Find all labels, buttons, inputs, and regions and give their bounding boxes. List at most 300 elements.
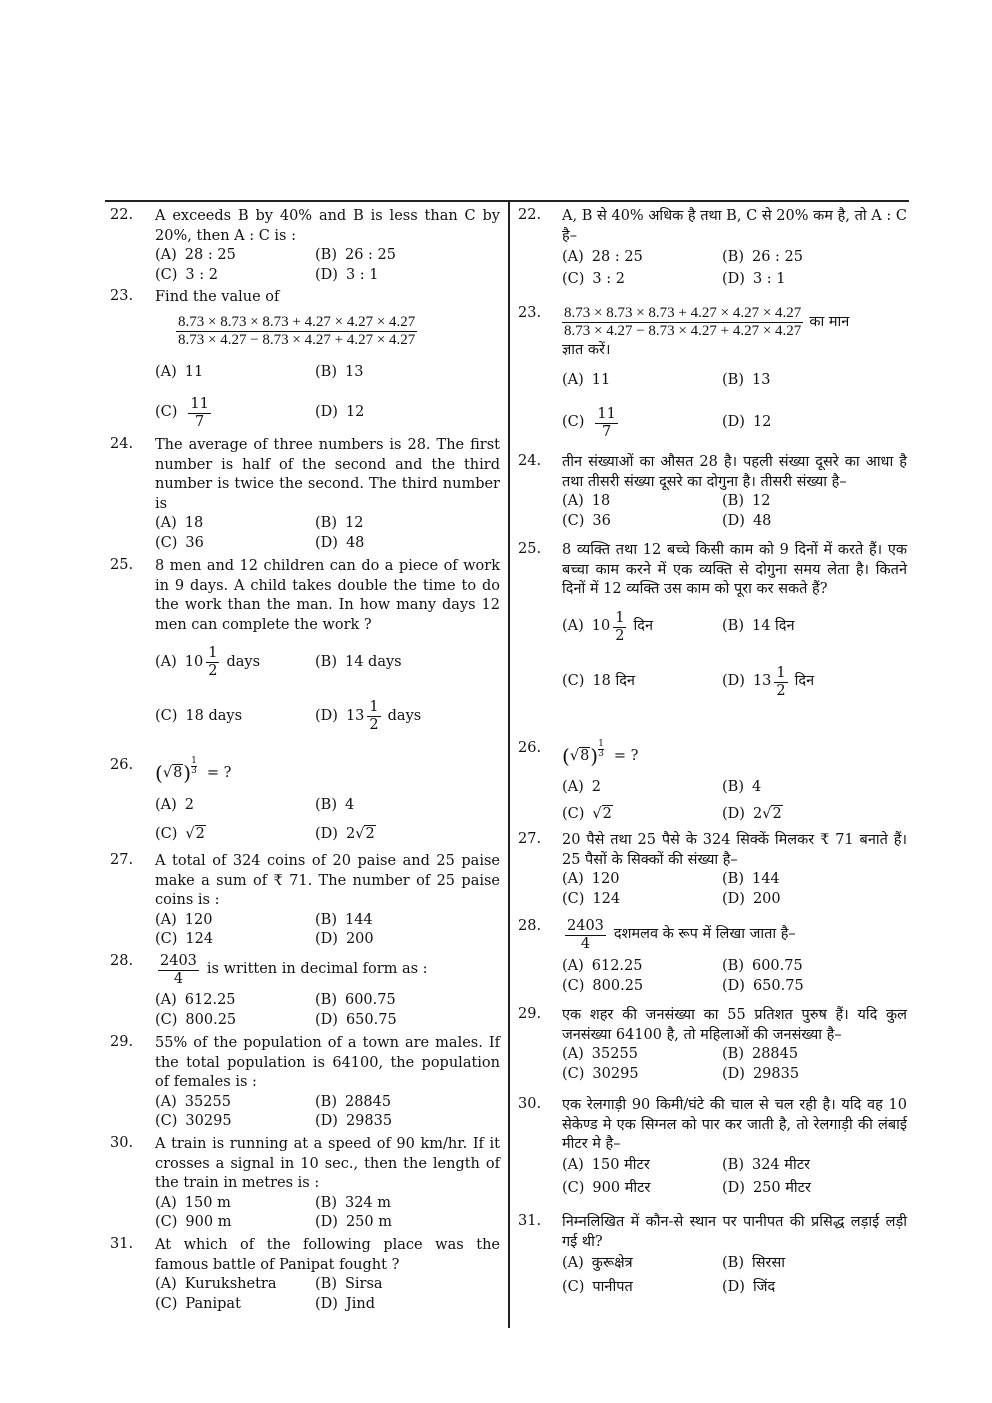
option-c[interactable] (155, 930, 315, 950)
open-paren: ( (562, 744, 570, 769)
option-value: 11 (184, 364, 204, 381)
option-value: 3 : 1 (345, 266, 379, 283)
fraction-numerator: 2403 (160, 953, 197, 969)
option-value: 3 : 2 (185, 266, 218, 283)
option-label: (B) (722, 1046, 744, 1063)
option-value: 30295 (592, 1066, 639, 1083)
option-c[interactable] (562, 801, 722, 828)
fraction-denominator: 2 (208, 662, 218, 679)
option-a[interactable] (155, 911, 315, 931)
radical-sign-icon: √ (762, 805, 772, 822)
option-label: (B) (315, 992, 337, 1009)
option-b[interactable] (722, 360, 907, 402)
option-c[interactable] (562, 269, 722, 292)
option-label: (D) (722, 1279, 745, 1296)
option-label: (B) (315, 247, 337, 264)
option-d[interactable] (315, 930, 500, 950)
question-body (562, 305, 907, 444)
option-d[interactable] (315, 1112, 500, 1132)
question-number: 24. (110, 436, 134, 452)
option-b[interactable] (315, 1093, 500, 1113)
option-value: 150 m (184, 1194, 231, 1211)
question-stem (155, 207, 500, 246)
option-value: 2 (591, 778, 602, 795)
option-d[interactable] (315, 689, 500, 743)
option-label: (C) (155, 404, 178, 421)
question-stem (155, 1034, 500, 1093)
fraction-numerator: 2403 (567, 918, 604, 934)
option-label: (D) (315, 404, 338, 421)
fraction-numerator: 1 (369, 699, 379, 716)
option-c[interactable] (562, 512, 722, 532)
expression-row (562, 305, 907, 341)
option-label: (D) (315, 825, 338, 842)
option-label: (D) (722, 414, 745, 431)
option-c[interactable] (562, 976, 722, 996)
option-value: 48 (752, 512, 772, 529)
option-label: (B) (315, 796, 337, 813)
option-label: (B) (722, 372, 744, 389)
option-value: 650.75 (752, 977, 804, 994)
option-d[interactable] (722, 269, 907, 292)
option-value: 36 (592, 512, 611, 529)
options-grid (562, 246, 907, 291)
option-label: (B) (722, 778, 744, 795)
fraction-numerator: 1 (615, 610, 625, 627)
fraction-denominator: 7 (602, 423, 612, 440)
fraction-numerator: 8.73 × 8.73 × 8.73 + 4.27 × 4.27 × 4.27 (176, 314, 417, 332)
exponent-numerator: 1 (598, 739, 604, 749)
option-value: 29835 (752, 1066, 800, 1083)
radical-sign-icon: √ (569, 748, 580, 765)
option-d[interactable] (315, 534, 500, 554)
option-label: (A) (155, 992, 177, 1009)
option-label: (B) (315, 515, 337, 532)
option-label: (B) (315, 1194, 337, 1211)
option-d[interactable] (722, 402, 907, 444)
question-stem (562, 1096, 907, 1155)
option-a[interactable] (562, 870, 722, 890)
fraction-stem (155, 953, 500, 987)
option-c[interactable] (155, 1112, 315, 1132)
option-b[interactable] (722, 1155, 907, 1178)
fraction-denominator: 2 (369, 716, 379, 733)
option-a[interactable] (562, 1252, 722, 1276)
option-c[interactable] (155, 689, 315, 743)
option-label: (C) (155, 931, 178, 948)
option-value: 120 (591, 871, 620, 888)
question-body (562, 541, 907, 710)
option-c[interactable] (155, 820, 315, 849)
sqrt-coefficient: 2 (345, 825, 356, 842)
square-root (762, 805, 782, 825)
top-rule (105, 200, 909, 202)
option-label: (C) (155, 266, 178, 283)
option-label: (D) (315, 1011, 338, 1028)
option-d[interactable] (722, 1178, 907, 1201)
question-number: 31. (518, 1213, 542, 1229)
option-label: (A) (155, 364, 177, 381)
option-label: (C) (562, 673, 585, 690)
option-b[interactable] (722, 956, 907, 976)
option-fraction (367, 699, 380, 733)
options-grid (155, 514, 500, 553)
option-c[interactable] (562, 655, 722, 710)
option-b[interactable] (315, 1275, 500, 1295)
expression-tail: = ? (613, 748, 639, 765)
option-c[interactable] (155, 266, 315, 286)
open-paren: ( (155, 761, 163, 786)
option-a[interactable] (562, 360, 722, 402)
option-value: 900 मीटर (592, 1180, 651, 1197)
option-value: 35255 (184, 1093, 231, 1110)
option-label: (A) (562, 1046, 584, 1063)
expression-tail: का मान (809, 313, 850, 330)
stem-text: Find the value of (155, 289, 280, 305)
option-value: 18 (591, 493, 611, 510)
option-value: 4 (344, 796, 355, 813)
question-stem (155, 557, 500, 635)
option-b[interactable] (722, 774, 907, 801)
option-d[interactable] (315, 1213, 500, 1233)
stem-tail: दशमलव के रूप में लिखा जाता है– (613, 926, 796, 943)
fraction-denominator: 7 (195, 413, 205, 430)
option-label: (D) (722, 1066, 745, 1083)
option-label: (C) (155, 825, 178, 842)
radicand: 2 (195, 825, 205, 842)
option-d[interactable] (315, 820, 500, 849)
question-body (155, 207, 500, 285)
option-b[interactable] (315, 791, 500, 820)
option-a[interactable] (155, 635, 315, 689)
option-label: (A) (562, 778, 584, 795)
option-a[interactable] (155, 353, 315, 393)
option-value: 28 : 25 (184, 247, 236, 264)
fraction-numerator: 8.73 × 8.73 × 8.73 + 4.27 × 4.27 × 4.27 (562, 305, 803, 323)
question-body (155, 757, 500, 849)
option-value: Jind (345, 1296, 376, 1313)
option-value: 650.75 (345, 1011, 397, 1028)
option-a[interactable] (155, 991, 315, 1011)
option-d[interactable] (722, 512, 907, 532)
question-number: 22. (518, 207, 542, 223)
stem-text: 55% of the population of a town are males. If the total population is 64100, the population of females is : (155, 1035, 500, 1091)
question-body (155, 288, 500, 433)
option-value: 14 दिन (751, 618, 795, 635)
option-a[interactable] (562, 246, 722, 269)
option-unit: दिन (794, 673, 815, 690)
option-a[interactable] (155, 1194, 315, 1214)
option-value: कुरूक्षेत्र (591, 1255, 633, 1272)
question-stem (155, 288, 500, 308)
option-d[interactable] (315, 1295, 500, 1315)
exponent (598, 740, 604, 759)
option-label: (A) (562, 957, 584, 974)
option-value: 3 : 1 (752, 271, 786, 288)
option-a[interactable] (562, 1155, 722, 1178)
option-label: (D) (722, 673, 745, 690)
option-label: (D) (315, 1296, 338, 1313)
option-value: 29835 (345, 1113, 393, 1130)
option-value: 18 (184, 515, 204, 532)
option-label: (A) (155, 515, 177, 532)
question-stem (155, 1135, 500, 1194)
option-value: 120 (184, 911, 213, 928)
option-value: 12 (752, 414, 772, 431)
option-label: (A) (155, 911, 177, 928)
option-b[interactable] (315, 246, 500, 266)
question-body (155, 436, 500, 554)
option-value: 48 (345, 534, 365, 551)
option-b[interactable] (722, 870, 907, 890)
option-label: (D) (315, 266, 338, 283)
question-body (562, 453, 907, 531)
option-value: 612.25 (591, 957, 643, 974)
option-label: (B) (315, 364, 337, 381)
exponent-denominator: 3 (191, 766, 197, 776)
question-number: 27. (518, 831, 542, 847)
question-stem (155, 436, 500, 514)
option-a[interactable] (562, 1045, 722, 1065)
option-c[interactable] (155, 1213, 315, 1233)
option-a[interactable] (155, 791, 315, 820)
stem-text: ज्ञात करें। (562, 341, 611, 358)
option-label: (A) (562, 372, 584, 389)
question-body (562, 831, 907, 910)
option-a[interactable] (155, 1275, 315, 1295)
option-label: (D) (315, 707, 338, 724)
fraction-numerator: 11 (597, 405, 616, 422)
options-grid (155, 635, 500, 743)
options-grid (562, 774, 907, 828)
option-a[interactable] (562, 774, 722, 801)
option-d[interactable] (722, 1276, 907, 1300)
option-label: (D) (722, 891, 745, 908)
option-c[interactable] (155, 1011, 315, 1031)
option-value: 144 (751, 871, 780, 888)
option-a[interactable] (155, 246, 315, 266)
option-b[interactable] (722, 1252, 907, 1276)
option-label: (D) (722, 805, 745, 822)
options-grid (155, 1275, 500, 1315)
exponent-denominator: 3 (598, 749, 604, 759)
option-c[interactable] (562, 1276, 722, 1300)
option-label: (B) (722, 1255, 744, 1272)
option-value: 800.25 (185, 1011, 237, 1028)
question-body (562, 1006, 907, 1085)
option-value: 124 (185, 931, 214, 948)
question-body (155, 1236, 500, 1315)
option-fraction (613, 610, 626, 644)
options-grid (562, 360, 907, 444)
option-label: (C) (562, 512, 585, 529)
question-stem (562, 453, 907, 492)
option-value: 18 days (185, 707, 243, 724)
question-body (155, 1135, 500, 1233)
stem-text: एक रेलगाड़ी 90 किमी/घंटे की चाल से चल रही है। यदि वह 10 सेकेण्ड मे एक सिग्नल को पार कर जाती है, तो रेलगाड़ी की लंबाई मीटर मे है– (562, 1097, 907, 1153)
question-number: 28. (110, 953, 134, 969)
option-b[interactable] (315, 635, 500, 689)
question-body (155, 557, 500, 743)
option-value: Kurukshetra (184, 1276, 277, 1293)
option-b[interactable] (722, 1045, 907, 1065)
option-label: (C) (155, 1011, 178, 1028)
question-body (155, 1034, 500, 1132)
question-number: 28. (518, 918, 542, 934)
option-c[interactable] (562, 1065, 722, 1085)
option-value: 800.25 (592, 977, 644, 994)
option-d[interactable] (722, 890, 907, 910)
column-divider (508, 200, 510, 1328)
option-label: (C) (155, 707, 178, 724)
option-label: (C) (562, 891, 585, 908)
stem-text: A train is running at a speed of 90 km/hr. If it crosses a signal in 10 sec., then the length of the train in metres is : (155, 1136, 500, 1192)
fraction-denominator: 8.73 × 4.27 − 8.73 × 4.27 + 4.27 × 4.27 (564, 323, 802, 340)
fraction-denominator: 4 (580, 935, 591, 952)
square-root (185, 825, 205, 845)
stem-text: A exceeds B by 40% and B is less than C by 20%, then A : C is : (155, 208, 500, 244)
option-value: 28845 (344, 1093, 392, 1110)
radical-sign-icon: √ (162, 765, 173, 782)
option-d[interactable] (722, 655, 907, 710)
question-number: 26. (518, 740, 542, 756)
option-b[interactable] (315, 1194, 500, 1214)
option-b[interactable] (722, 492, 907, 512)
option-value: 36 (185, 534, 204, 551)
option-value: 250 मीटर (752, 1180, 811, 1197)
question-stem (562, 831, 907, 870)
option-fraction (595, 406, 617, 440)
question-stem (562, 1213, 907, 1252)
question-number: 31. (110, 1236, 134, 1252)
question-number: 25. (518, 541, 542, 557)
option-a[interactable] (155, 1093, 315, 1113)
option-label: (C) (155, 1113, 178, 1130)
option-label: (D) (315, 1214, 338, 1231)
option-c[interactable] (155, 1295, 315, 1315)
option-value: 28845 (751, 1046, 799, 1063)
option-value: 18 दिन (592, 673, 635, 690)
option-a[interactable] (562, 492, 722, 512)
option-b[interactable] (722, 246, 907, 269)
option-c[interactable] (155, 534, 315, 554)
options-grid (155, 791, 500, 849)
option-a[interactable] (155, 514, 315, 534)
option-d[interactable] (722, 1065, 907, 1085)
option-value: 200 (345, 931, 374, 948)
option-label: (C) (562, 1180, 585, 1197)
option-value: 200 (752, 891, 781, 908)
option-label: (C) (155, 1296, 178, 1313)
option-d[interactable] (722, 976, 907, 996)
option-label: (D) (722, 512, 745, 529)
option-value: 35255 (591, 1046, 638, 1063)
question-stem (562, 541, 907, 600)
option-value: 612.25 (184, 992, 236, 1009)
expression-fraction (562, 305, 803, 341)
option-value: Sirsa (344, 1276, 383, 1293)
fraction-denominator: 2 (615, 627, 625, 644)
question-stem (155, 1236, 500, 1275)
option-label: (C) (562, 414, 585, 431)
question-number: 23. (518, 305, 542, 321)
option-value: 14 days (344, 653, 402, 670)
option-value: 13 (344, 364, 364, 381)
option-value: 250 m (345, 1214, 392, 1231)
option-value: 12 (344, 515, 364, 532)
option-value: 124 (592, 891, 621, 908)
stem-text: At which of the following place was the famous battle of Panipat fought ? (155, 1237, 500, 1273)
fraction-numerator: 1 (776, 665, 786, 682)
option-a[interactable] (562, 600, 722, 655)
option-label: (C) (562, 805, 585, 822)
options-grid (155, 1194, 500, 1233)
radicand: 8 (173, 765, 183, 782)
options-grid (155, 246, 500, 285)
option-b[interactable] (315, 991, 500, 1011)
question-body (155, 852, 500, 950)
option-value: जिंद (752, 1279, 776, 1296)
option-value: 26 : 25 (751, 248, 803, 265)
close-paren: ) (590, 744, 599, 769)
option-label: (A) (562, 618, 584, 635)
option-c[interactable] (562, 402, 722, 444)
option-a[interactable] (562, 956, 722, 976)
option-value: सिरसा (751, 1255, 786, 1272)
option-label: (D) (722, 977, 745, 994)
option-value: 4 (751, 778, 762, 795)
option-value: 2 (184, 796, 195, 813)
option-label: (C) (562, 1279, 585, 1296)
mixed-whole: 13 (345, 707, 365, 724)
option-unit: दिन (633, 618, 653, 635)
radicand: 2 (602, 805, 612, 822)
question-body (562, 1213, 907, 1300)
option-b[interactable] (315, 353, 500, 393)
question-number: 23. (110, 288, 134, 304)
radicand: 8 (580, 748, 590, 765)
option-c[interactable] (155, 393, 315, 433)
option-value: पानीपत (592, 1279, 633, 1296)
options-grid (562, 1045, 907, 1085)
option-label: (D) (722, 271, 745, 288)
option-b[interactable] (722, 600, 907, 655)
mixed-whole: 10 (591, 618, 611, 635)
options-grid (562, 1252, 907, 1300)
option-label: (A) (155, 1093, 177, 1110)
option-d[interactable] (315, 393, 500, 433)
question-body (562, 918, 907, 996)
fraction-stem (562, 918, 907, 952)
option-d[interactable] (722, 801, 907, 828)
fraction-numerator: 1 (208, 645, 218, 662)
option-c[interactable] (562, 890, 722, 910)
option-b[interactable] (315, 514, 500, 534)
option-label: (A) (155, 1276, 177, 1293)
stem-text: 8 men and 12 children can do a piece of work in 9 days. A child takes double the time to do the work than the man. In how many days 12 men can complete the work ? (155, 558, 500, 633)
stem-text: A total of 324 coins of 20 paise and 25 paise make a sum of ₹ 71. The number of 25 paise coins is : (155, 853, 500, 909)
option-c[interactable] (562, 1178, 722, 1201)
option-b[interactable] (315, 911, 500, 931)
option-d[interactable] (315, 266, 500, 286)
option-value: 600.75 (344, 992, 396, 1009)
option-label: (B) (722, 618, 744, 635)
question-stem (562, 341, 907, 361)
fraction-denominator: 2 (776, 682, 786, 699)
options-grid (155, 991, 500, 1030)
option-label: (B) (315, 1093, 337, 1110)
option-d[interactable] (315, 1011, 500, 1031)
